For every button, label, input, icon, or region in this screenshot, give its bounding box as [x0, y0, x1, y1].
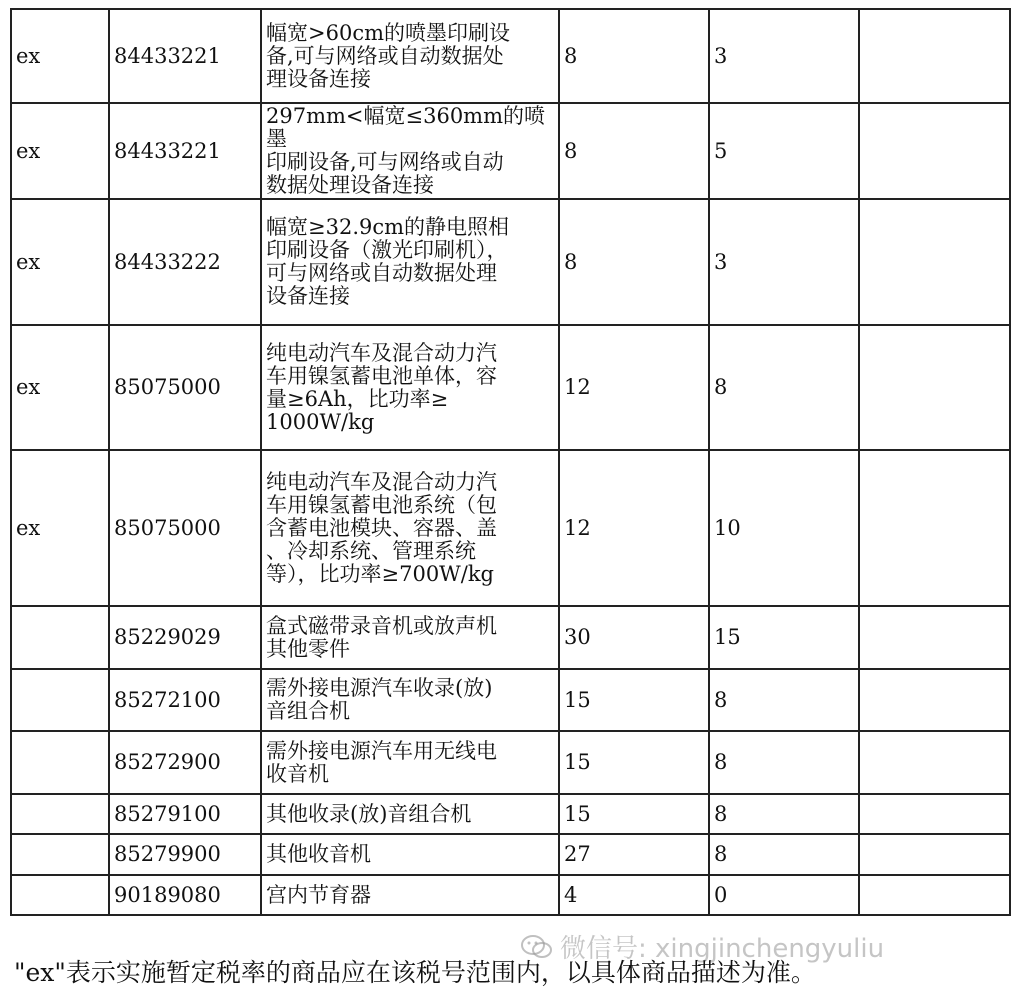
interim-rate-cell: 8 [709, 731, 859, 794]
extra-cell [859, 103, 1010, 199]
tariff-code-cell: 85279100 [109, 794, 261, 834]
extra-cell [859, 9, 1010, 103]
description-cell: 其他收音机 [261, 834, 559, 875]
mfn-rate-cell: 15 [559, 669, 709, 731]
extra-cell [859, 834, 1010, 875]
extra-cell [859, 450, 1010, 606]
tariff-code-cell: 85075000 [109, 325, 261, 450]
extra-cell [859, 325, 1010, 450]
tariff-code-cell: 85075000 [109, 450, 261, 606]
footnote: "ex"表示实施暂定税率的商品应在该税号范围内，以具体商品描述为准。 [14, 958, 816, 987]
ex-cell: ex [11, 9, 109, 103]
table-row [11, 199, 1010, 325]
mfn-rate-cell: 12 [559, 450, 709, 606]
extra-cell [859, 875, 1010, 915]
tariff-code-cell: 85272100 [109, 669, 261, 731]
description-cell: 需外接电源汽车收录(放) 音组合机 [261, 669, 559, 731]
tariff-code-cell: 90189080 [109, 875, 261, 915]
interim-rate-cell: 3 [709, 9, 859, 103]
ex-cell: ex [11, 199, 109, 325]
interim-rate-cell: 8 [709, 669, 859, 731]
mfn-rate-cell: 8 [559, 103, 709, 199]
ex-cell [11, 606, 109, 669]
description-cell: 幅宽≥32.9cm的静电照相 印刷设备（激光印刷机）， 可与网络或自动数据处理 设备连接 [261, 199, 559, 325]
table-row [11, 606, 1010, 669]
ex-cell: ex [11, 103, 109, 199]
description-cell: 宫内节育器 [261, 875, 559, 915]
mfn-rate-cell: 15 [559, 731, 709, 794]
ex-cell [11, 794, 109, 834]
interim-rate-cell: 8 [709, 834, 859, 875]
extra-cell [859, 794, 1010, 834]
table-row [11, 834, 1010, 875]
extra-cell [859, 669, 1010, 731]
mfn-rate-cell: 4 [559, 875, 709, 915]
description-cell: 纯电动汽车及混合动力汽 车用镍氢蓄电池系统（包 含蓄电池模块、容器、盖 、冷却系统、管理系统 等），比功率≥700W/kg [261, 450, 559, 606]
tariff-code-cell: 85229029 [109, 606, 261, 669]
tariff-code-cell: 85272900 [109, 731, 261, 794]
table-body [11, 9, 1010, 915]
mfn-rate-cell: 8 [559, 199, 709, 325]
tariff-table [10, 8, 1011, 916]
description-cell: 297mm<幅宽≤360mm的喷墨 印刷设备,可与网络或自动 数据处理设备连接 [261, 103, 559, 199]
table-row [11, 9, 1010, 103]
table-row [11, 794, 1010, 834]
description-cell: 纯电动汽车及混合动力汽 车用镍氢蓄电池单体，容 量≥6Ah，比功率≥ 1000W/kg [261, 325, 559, 450]
tariff-code-cell: 84433222 [109, 199, 261, 325]
table-row [11, 450, 1010, 606]
description-cell: 盒式磁带录音机或放声机 其他零件 [261, 606, 559, 669]
interim-rate-cell: 15 [709, 606, 859, 669]
interim-rate-cell: 8 [709, 325, 859, 450]
extra-cell [859, 606, 1010, 669]
ex-cell [11, 875, 109, 915]
mfn-rate-cell: 30 [559, 606, 709, 669]
mfn-rate-cell: 8 [559, 9, 709, 103]
extra-cell [859, 731, 1010, 794]
interim-rate-cell: 5 [709, 103, 859, 199]
interim-rate-cell: 3 [709, 199, 859, 325]
table-row [11, 875, 1010, 915]
ex-cell [11, 669, 109, 731]
tariff-code-cell: 84433221 [109, 103, 261, 199]
watermark-text: 微信号: xingjinchengyuliu [560, 934, 885, 964]
description-cell: 幅宽>60cm的喷墨印刷设 备,可与网络或自动数据处 理设备连接 [261, 9, 559, 103]
description-cell: 其他收录(放)音组合机 [261, 794, 559, 834]
mfn-rate-cell: 15 [559, 794, 709, 834]
table-row [11, 669, 1010, 731]
interim-rate-cell: 10 [709, 450, 859, 606]
extra-cell [859, 199, 1010, 325]
ex-cell [11, 834, 109, 875]
ex-cell: ex [11, 325, 109, 450]
tariff-code-cell: 84433221 [109, 9, 261, 103]
description-cell: 需外接电源汽车用无线电 收音机 [261, 731, 559, 794]
table-row [11, 731, 1010, 794]
ex-cell [11, 731, 109, 794]
mfn-rate-cell: 27 [559, 834, 709, 875]
tariff-code-cell: 85279900 [109, 834, 261, 875]
interim-rate-cell: 8 [709, 794, 859, 834]
table-row [11, 325, 1010, 450]
table-row [11, 103, 1010, 199]
mfn-rate-cell: 12 [559, 325, 709, 450]
interim-rate-cell: 0 [709, 875, 859, 915]
ex-cell: ex [11, 450, 109, 606]
